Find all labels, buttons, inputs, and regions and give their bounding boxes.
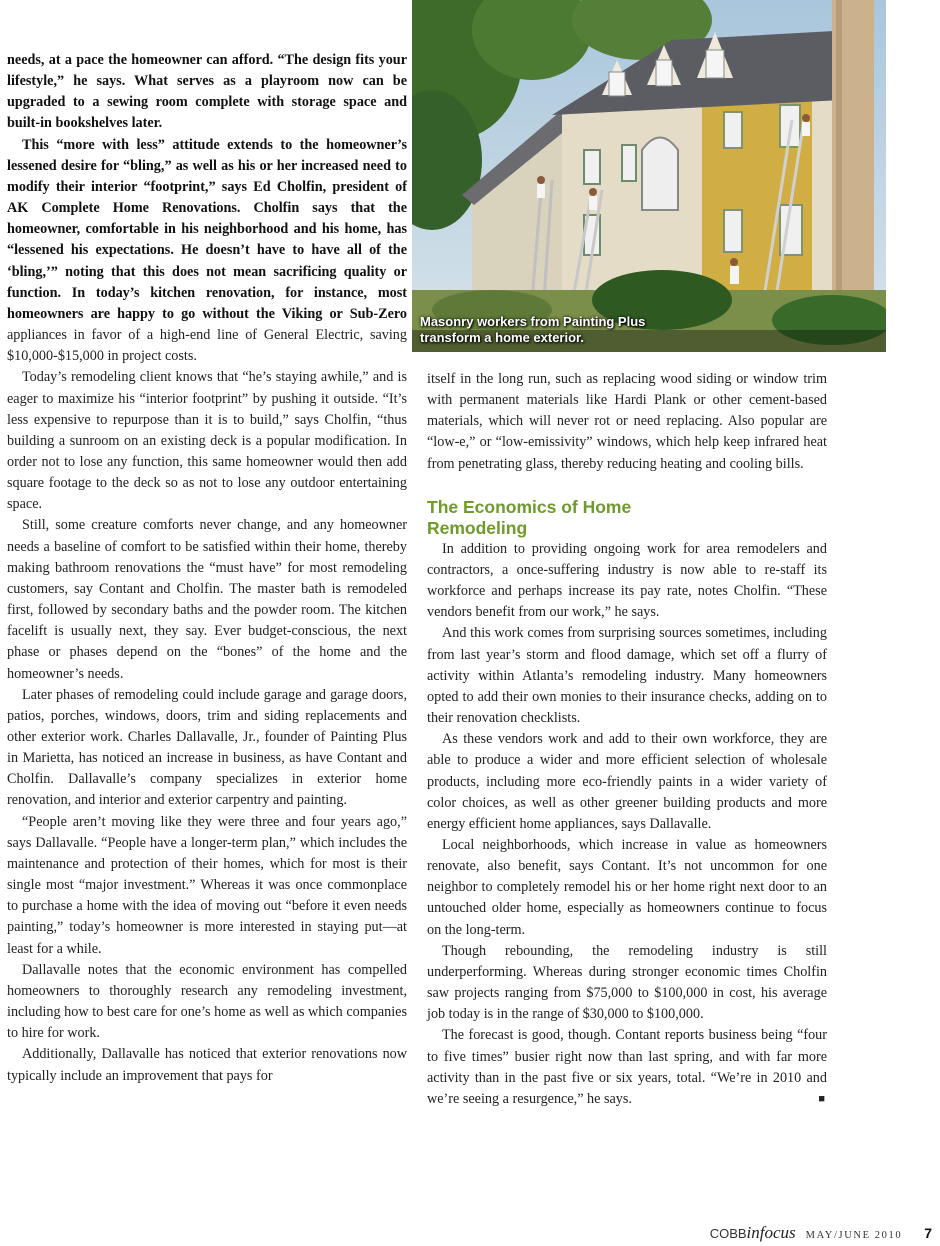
paragraph: Local neighborhoods, which increase in value as homeowners renovate, also benefit, says Contant. It’s not uncommon for one neighbor to completely remodel his or her home right next door to an untouched older home, especially as homeowners continue to focus on the long-term. [427,836,827,938]
paragraph [7,135,407,368]
paragraph: As these vendors work and add to their own workforce, they are able to produce a wider and more efficient selection of wholesale products, including more eco-friendly paints in a wider variety of color choices, as well as other greener building products and more energy efficient home appliances, says Dallavalle. [427,731,827,832]
right-column [427,369,827,1110]
paragraph: Today’s remodeling client knows that “he’s staying awhile,” and is eager to maximize his “interior footprint” by pushing it outside. “It’s less expensive to repurpose than it is to build,” says Cholfin, “thus building a sunroom on an existing deck is a popular modification. In order not to lose any function, this same homeowner would then add square footage to the deck so as not to lose any outdoor entertaining space. [7,369,407,513]
paragraph [427,1025,827,1110]
paragraph: itself in the long run, such as replacing wood siding or window trim with permanent materials like Hardi Plank or other cement-based materials, which will never rot or need replacing. Also popular are “low-e,” or “low-emissivity” windows, which help keep infrared heat from penetrating glass, thereby reducing heating and cooling bills. [427,371,827,472]
house-photo [412,0,886,352]
left-column [7,50,407,1087]
page-footer [600,1223,932,1245]
brand-cobb: COBB [709,1226,747,1241]
brand-in: in [746,1223,760,1242]
paragraph: Additionally, Dallavalle has noticed that exterior renovations now typically include an improvement that pays for [7,1046,407,1084]
caption-line-2: transform a home exterior. [420,330,584,345]
house-photo-illustration [412,0,886,352]
paragraph: In addition to providing ongoing work for area remodelers and contractors, a once-suffering industry is now able to re-staff its workforce and perhaps increase its pay rate, notes Cholfin. “These vendors benefit from our work,” he says. [427,540,827,621]
paragraph: Though rebounding, the remodeling industry is still underperforming. Whereas during stronger economic times Cholfin saw projects ranging from $75,000 to $100,000 in cost, his average job today is in the range of $30,000 to $100,000. [427,942,827,1023]
photo-caption [420,314,645,346]
paragraph: needs, at a pace the homeowner can afford. “The design fits your lifestyle,” he says. What serves as a playroom now can be upgraded to a sewing room complete with storage space and built-in bookshelves later. [7,52,407,132]
paragraph: “People aren’t moving like they were three and four years ago,” says Dallavalle. “People have a longer-term plan,” which includes the maintenance and protection of their homes, which for most is their single most “major investment.” Whereas it was once commonplace to purchase a home with the idea of moving out “before it even needs painting,” today’s homeowner is more interested in staying put—at least for a while. [7,813,407,957]
paragraph-bold-lead: This “more with less” attitude extends to the homeowner’s lessened desire for “bling,” as well as his or her increased need to modify their interior “footprint,” says Ed Cholfin, president of AK Complete Home Renovations. Cholfin says that the homeowner, comfortable in his neighborhood and his home, has “lessened his expectations. He doesn’t have to have all of the ‘bling,’” noting that this does not mean sacrificing quality or function. In today’s kitchen renovation, for instance, most homeowners are happy to go without the Viking or Sub-Zero [7,136,407,322]
section-heading [427,497,827,539]
section-heading-line-2: Remodeling [427,517,528,538]
caption-line-1: Masonry workers from Painting Plus [420,314,646,329]
paragraph-continuation: appliances in favor of a high-end line of General Electric, saving $10,000-$15,000 in project costs. [7,327,407,365]
end-mark-icon: ■ [818,1092,825,1105]
paragraph: Still, some creature comforts never change, and any homeowner needs a baseline of comfort to be satisfied within their home, thereby making bathroom renovations the “must have” for most remodeling customers, say Contant and Cholfin. The master bath is remodeled first, followed by secondary baths and the powder room. The kitchen facelift is usually next, they say. Ever budget-conscious, the next phase or phases depend on the “bones” of the home and the homeowner’s needs. [7,517,407,682]
section-heading-line-1: The Economics of Home [427,496,632,517]
paragraph: And this work comes from surprising sources sometimes, including from last year’s storm and flood damage, which set off a flurry of activity within Atlanta’s remodeling industry. Many homeowners opted to add their own monies to their insurance checks, adding on to their renovation checklists. [427,625,827,727]
paragraph: Dallavalle notes that the economic environment has compelled homeowners to thoroughly research any remodeling investment, including how to best care for one’s home as well as which companies to hire for work. [7,961,407,1042]
paragraph: Later phases of remodeling could include garage and garage doors, patios, porches, windows, doors, trim and siding replacements and other exterior work. Charles Dallavalle, Jr., founder of Painting Plus in Marietta, has noticed an increase in business, as have Contant and Cholfin. Dallavalle’s company specializes in exterior home renovation, and interior and exterior carpentry and painting. [7,686,407,809]
issue-date: MAY/JUNE 2010 [805,1230,903,1241]
paragraph-text: The forecast is good, though. Contant reports business being “four to five times” busier right now than last spring, and with far more activity than in the past five or six years, total. “We’re in 2010 and we’re seeing a resurgence,” he says. [427,1027,827,1107]
brand-focus: focus [759,1223,796,1242]
page-number: 7 [924,1225,932,1241]
